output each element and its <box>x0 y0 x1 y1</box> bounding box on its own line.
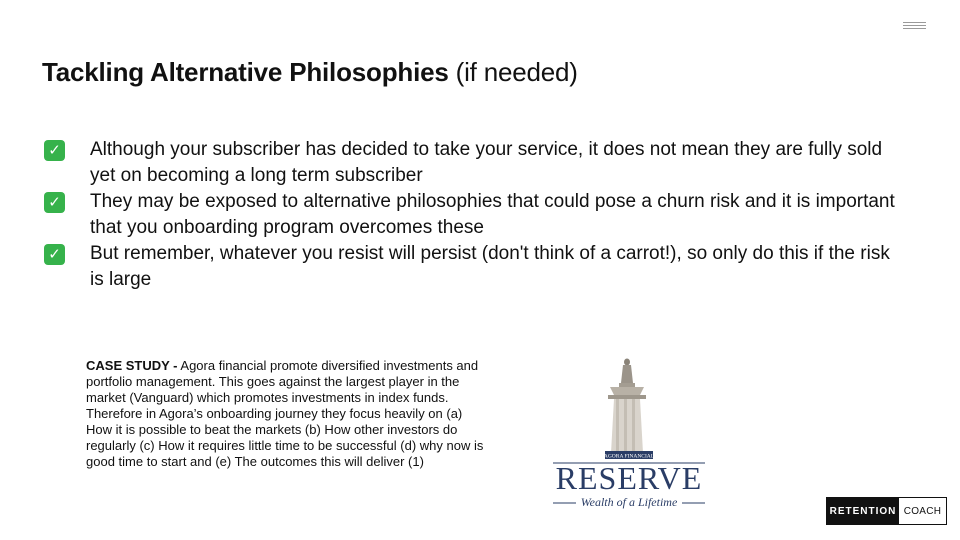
retention-coach-badge <box>826 497 947 525</box>
logo-tagline: Wealth of a Lifetime <box>580 495 678 509</box>
bullet-text: They may be exposed to alternative philosophies that could pose a churn risk and it is important that you onboarding program overcomes these <box>90 191 895 238</box>
bullet-item <box>42 241 902 293</box>
logo-name: RESERVE <box>555 460 703 496</box>
check-mark-icon: ✓ <box>44 192 65 213</box>
column-icon <box>608 359 646 454</box>
badge-left: RETENTION <box>827 498 899 524</box>
badge-right: COACH <box>903 505 942 517</box>
menu-icon[interactable] <box>903 22 926 30</box>
bullet-text: Although your subscriber has decided to take your service, it does not mean they are fully sold yet on becoming a long term subscriber <box>90 139 883 186</box>
title-qualifier: (if needed) <box>455 57 578 87</box>
agora-reserve-logo <box>548 355 710 515</box>
case-study-lead: CASE STUDY - <box>86 358 178 373</box>
check-mark-icon: ✓ <box>44 140 65 161</box>
bullet-item <box>42 189 902 241</box>
title-main: Tackling Alternative Philosophies <box>42 57 449 87</box>
page-title <box>42 54 578 90</box>
logo-banner: AGORA FINANCIAL <box>603 453 655 460</box>
bullet-text: But remember, whatever you resist will persist (don't think of a carrot!), so only do this if the risk is large <box>90 243 890 290</box>
case-study <box>86 358 486 470</box>
bullet-list <box>42 137 902 293</box>
case-study-text: Agora financial promote diversified investments and portfolio management. This goes against the largest player in the market (Vanguard) which promotes investments in index funds. Therefore in Agora’s onboarding journey they focus heavily on (a) How it is possible to beat the markets (b) How other investors do regularly (c) How it requires little time to be successful (d) why now is good time to start and (e) The outcomes this will deliver (1) <box>86 358 484 469</box>
bullet-item <box>42 137 902 189</box>
check-mark-icon: ✓ <box>44 244 65 265</box>
